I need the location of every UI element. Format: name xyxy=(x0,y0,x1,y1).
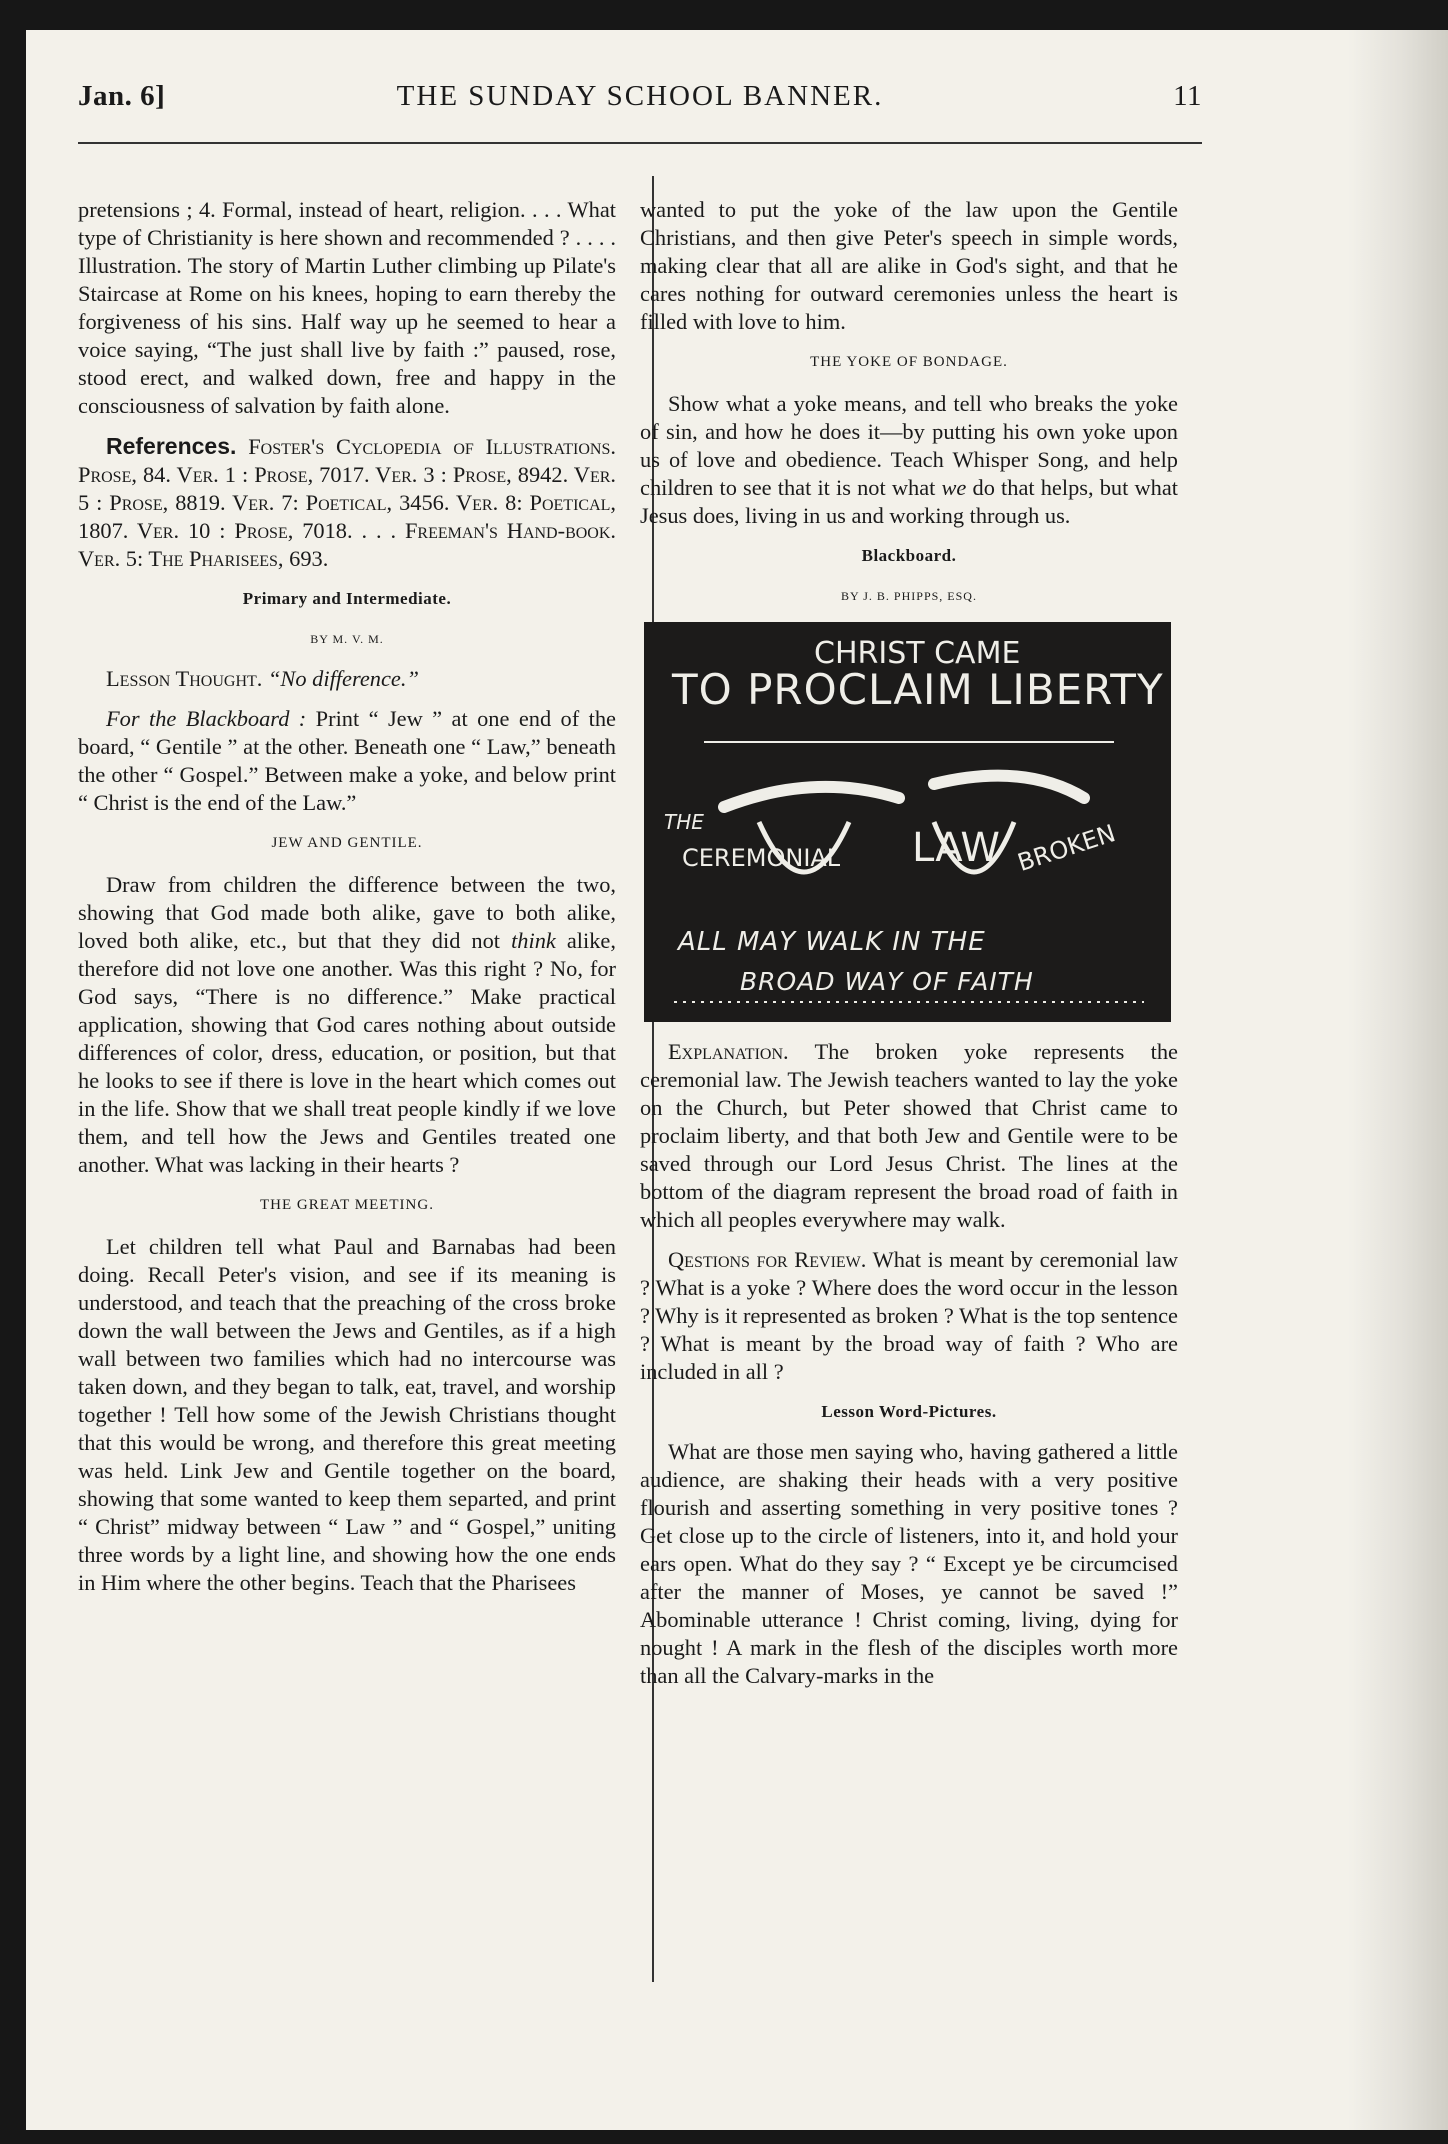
paragraph-luther: pretensions ; 4. Formal, instead of heart, religion. . . . What type of Christianity is here shown and recommended ? . . . . Illustration. The story of Martin Luther climbing up Pilate's Staircase at Rome on his knees, hoping to earn thereby the forgiveness of his sins. Half way up he seemed to hear a voice saying, “The just shall live by faith :” paused, rose, stood erect, and walked down, free and happy in the consciousness of salvation by faith alone. xyxy=(78,197,616,418)
paragraph-for-blackboard xyxy=(78,705,616,817)
paragraph-word-pictures: What are those men saying who, having gathered a little audience, are shaking their heads with a very positive flourish and asserting something in very positive tones ? Get close up to the circle of listeners, into it, and hold your ears open. What do they say ? “ Except ye be circumcised after the manner of Moses, ye cannot be saved !” Abominable utterance ! Christ coming, living, dying for nought ! A mark in the flesh of the disciples worth more than all the Calvary-marks in the xyxy=(640,1439,1178,1688)
paragraph-lesson-thought xyxy=(78,665,616,693)
heading-blackboard: Blackboard. xyxy=(861,546,957,565)
page-edge xyxy=(1348,30,1448,2130)
blackboard-illustration xyxy=(644,622,1171,1022)
heading-great-meeting: THE GREAT MEETING. xyxy=(260,1197,434,1213)
board-word-the: THE xyxy=(664,810,704,834)
paragraph-references xyxy=(78,432,616,573)
paragraph-explanation xyxy=(640,1038,1178,1234)
lesson-thought-label: Lesson Thought. xyxy=(106,666,263,691)
jew-text-a: Draw from children the difference between the two, showing that God made both alike, gave to both alike, loved both alike, etc., but that they did not xyxy=(78,872,616,953)
questions-text: What is meant by ceremonial law ? What is a yoke ? Where does the word occur in the lesson ? Why is it represented as broken ? What is the top sentence ? What is meant by the broad way of faith ? Who are included in all ? xyxy=(640,1247,1178,1384)
board-line-proclaim-liberty: TO PROCLAIM LIBERTY xyxy=(672,665,1164,714)
yoke-text-em: we xyxy=(941,475,967,500)
yoke-right-bar xyxy=(934,776,1084,798)
board-line-broad-way: BROAD WAY OF FAITH xyxy=(740,967,1034,996)
for-blackboard-text: Print “ Jew ” at one end of the board, “ Gentile ” at the other. Beneath one “ Law,” beneath the other “ Gospel.” Between make a yoke, and below print “ Christ is the end of the Law.” xyxy=(78,706,616,815)
jew-text-b: alike, therefore did not love one another. Was this right ? No, for God says, “There is no difference.” Make practical application, showing that God cares nothing about outside differences of color, dress, education, or position, but that he looks to see if there is love in the heart which comes out in the life. Show that we shall treat people kindly if we love them, and tell how the Jews and Gentiles treated one another. What was lacking in their hearts ? xyxy=(78,928,616,1177)
paragraph-great-meeting: Let children tell what Paul and Barnabas had been doing. Recall Peter's vision, and see if its meaning is understood, and teach that the preaching of the cross broke down the wall between the Jews and Gentiles, as if a high wall between two families which had no intercourse was taken down, and they began to talk, eat, travel, and worship together ! Tell how some of the Jewish Christians thought that this would be wrong, and therefore this great meeting was held. Link Jew and Gentile together on the board, showing that some wanted to keep them separted, and print “ Christ” midway between “ Law ” and “ Gospel,” uniting three words by a light line, and showing how the one ends in Him where the other begins. Teach that the Pharisees xyxy=(78,1234,616,1595)
references-heading: References. xyxy=(106,433,237,459)
byline-mvm: BY M. V. M. xyxy=(310,632,384,646)
lesson-thought-text: “No difference.” xyxy=(267,666,419,691)
header-date: Jan. 6] xyxy=(78,80,166,112)
byline-phipps: BY J. B. PHIPPS, ESQ. xyxy=(841,589,977,603)
header-rule xyxy=(78,142,1202,144)
board-word-law: LAW xyxy=(912,825,1000,871)
paragraph-jew-and-gentile xyxy=(78,871,616,1179)
board-line-all-may-walk: ALL MAY WALK IN THE xyxy=(678,927,986,957)
heading-jew-and-gentile: JEW AND GENTILE. xyxy=(271,835,423,851)
for-blackboard-label: For the Blackboard : xyxy=(106,706,307,731)
paragraph-yoke-intro: wanted to put the yoke of the law upon the Gentile Christians, and then give Peter's speech in simple words, making clear that all are alike in God's sight, and that he cares nothing for outward ceremonies unless the heart is filled with love to him. xyxy=(640,197,1178,334)
right-column xyxy=(640,196,1178,1702)
yoke-text-b: do that helps, but what Jesus does, living in us and working through us. xyxy=(640,475,1178,528)
explanation-text: The broken yoke represents the ceremonial law. The Jewish teachers wanted to lay the yoke on the Church, but Peter showed that Christ came to proclaim liberty, and that both Jew and Gentile were to be saved through our Lord Jesus Christ. The lines at the bottom of the diagram represent the broad road of faith in which all peoples everywhere may walk. xyxy=(640,1039,1178,1232)
yoke-left-bar xyxy=(724,787,899,807)
running-header xyxy=(78,80,1202,130)
board-line-christ-came: CHRIST CAME xyxy=(814,636,1021,671)
paragraph-questions xyxy=(640,1246,1178,1386)
explanation-label: Explanation. xyxy=(668,1039,789,1064)
heading-word-pictures: Lesson Word-Pictures. xyxy=(821,1402,997,1421)
questions-label: Qestions for Review. xyxy=(668,1247,867,1272)
heading-yoke-of-bondage: THE YOKE OF BONDAGE. xyxy=(810,354,1008,370)
section-heading-primary: Primary and Intermediate. xyxy=(242,589,452,608)
references-text: Foster's Cyclopedia of Illustrations. Prose, 84. Ver. 1 : Prose, 7017. Ver. 3 : Prose, 8942. Ver. 5 : Prose, 8819. Ver. 7: Poetical, 3456. Ver. 8: Poetical, 1807. Ver. 10 : Prose, 7018. . . . Freeman's Hand-book. Ver. 5: The Pharisees, 693. xyxy=(78,434,616,571)
board-word-ceremonial: CEREMONIAL xyxy=(682,844,841,872)
page-number: 11 xyxy=(1173,80,1202,112)
yoke-text-a: Show what a yoke means, and tell who breaks the yoke of sin, and how he does it—by putting his own yoke upon us of love and obedience. Teach Whisper Song, and help children to see that it is not what xyxy=(640,391,1178,500)
header-title: THE SUNDAY SCHOOL BANNER. xyxy=(396,80,884,112)
jew-text-em: think xyxy=(511,928,556,953)
board-word-broken: BROKEN xyxy=(1014,819,1119,877)
paragraph-yoke xyxy=(640,390,1178,530)
left-column xyxy=(78,196,616,1609)
